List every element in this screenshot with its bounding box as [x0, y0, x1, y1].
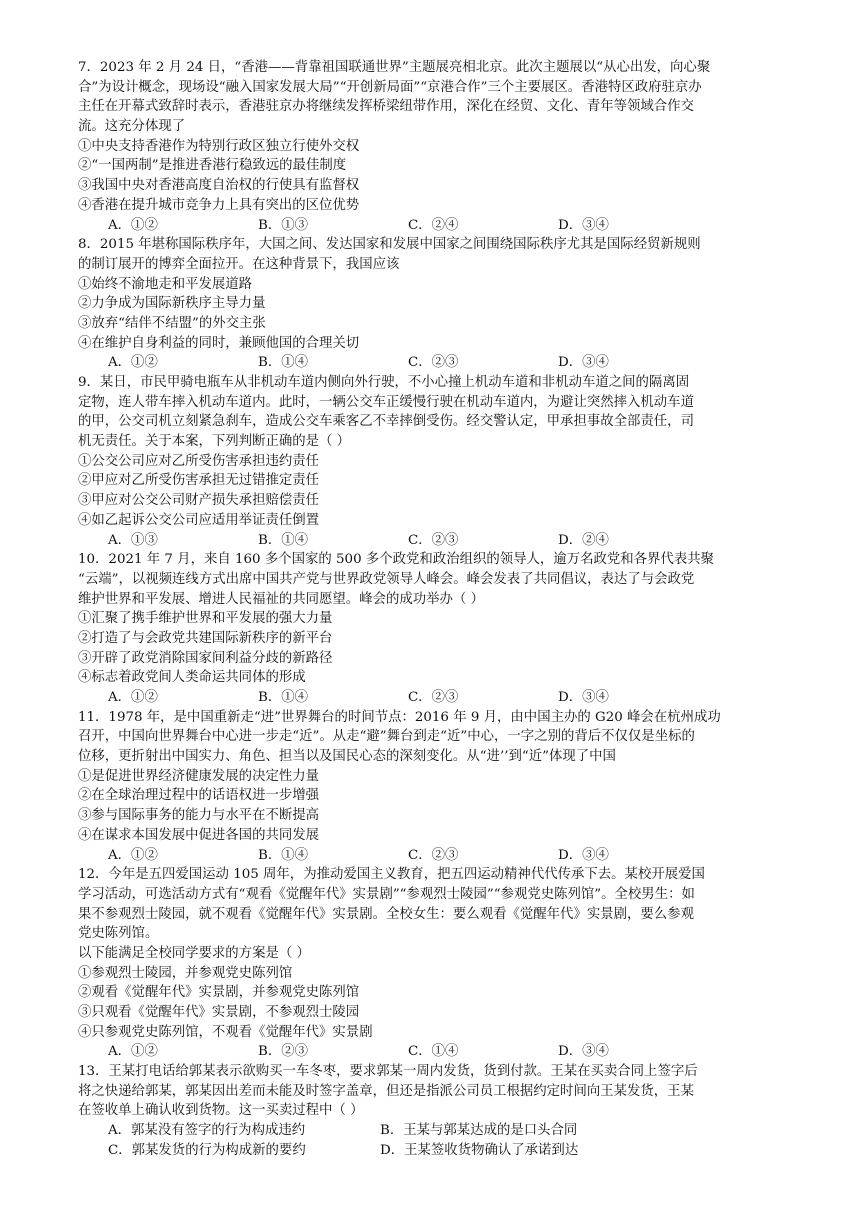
- question-stem-line: 党史陈列馆。: [78, 926, 159, 942]
- answer-options-row: [78, 688, 810, 708]
- question-block: [78, 1062, 810, 1160]
- answer-option: D．③④: [558, 847, 609, 863]
- statement-item: ④在谋求本国发展中促进各国的共同发展: [78, 827, 320, 843]
- statement-item: ③开辟了政党消除国家间利益分歧的新路径: [78, 650, 333, 666]
- question-stem-line: 11．1978 年，是中国重新走“进”世界舞台的时间节点：2016 年 9 月，由中国主办的 G20 峰会在杭州成功: [78, 709, 721, 725]
- statement-item: ①参观烈士陵园，并参观党史陈列馆: [78, 965, 293, 981]
- question-block: [78, 708, 810, 866]
- answer-option: A．①②: [108, 690, 158, 705]
- statement-item: ④标志着政党间人类命运共同体的形成: [78, 670, 306, 686]
- question-stem-line: 召开，中国向世界舞台中心进一步走“近”。从走“避”舞台到走“近”中心，一字之别的背后不仅仅是坐标的: [78, 729, 695, 745]
- statement-item: ④在维护自身利益的同时，兼顾他国的合理关切: [78, 335, 360, 351]
- statement-item: ②观看《觉醒年代》实景剧，并参观党史陈列馆: [78, 985, 360, 1001]
- question-stem-line: 8．2015 年堪称国际秩序年，大国之间、发达国家和发展中国家之间围绕国际秩序尤其是国际经贸新规则: [78, 237, 701, 253]
- question-stem-line: 7．2023 年 2 月 24 日，“香港——背靠祖国联通世界”主题展亮相北京。此次主题展以“从心出发，向心聚: [78, 60, 711, 75]
- question-stem-line: 合”为设计概念，现场设“融入国家发展大局”“开创新局面”“京港合作”三个主要展区。香港特区政府驻京办: [78, 79, 702, 95]
- answer-option: C．②③: [408, 532, 459, 548]
- statement-item: ②力争成为国际新秩序主导力量: [78, 296, 266, 312]
- statement-item: ④香港在提升城市竞争力上具有突出的区位优势: [78, 197, 360, 213]
- statement-item: ③甲应对公交公司财产损失承担赔偿责任: [78, 493, 320, 509]
- statement-item: ②在全球治理过程中的话语权进一步增强: [78, 788, 320, 804]
- question-stem-line: 机无责任。关于本案，下列判断正确的是（ ）: [78, 434, 351, 450]
- question-stem-line: 位移，更折射出中国实力、角色、担当以及国民心态的深刻变化。从“进’’到“近”体现了中国: [78, 749, 616, 765]
- answer-options-row: [78, 531, 810, 551]
- answer-option: A．①②: [108, 217, 158, 233]
- answer-option: B．①④: [258, 690, 309, 705]
- question-stem-line: 的甲，公交司机立刻紧急刹车，造成公交车乘客乙不幸摔倒受伤。经交警认定，甲承担事故全部责任，司: [78, 414, 694, 430]
- answer-option: D．③④: [558, 217, 609, 233]
- answer-option: C．①④: [408, 1044, 459, 1060]
- statement-item: ③我国中央对香港高度自治权的行使具有监督权: [78, 178, 360, 194]
- answer-option: A．①②: [108, 847, 158, 863]
- answer-option: C．郭某发货的行为构成新的要约: [108, 1142, 306, 1158]
- answer-option: B．①④: [258, 847, 309, 863]
- answer-option: C．②③: [408, 847, 459, 863]
- answer-option: B．②③: [258, 1044, 309, 1060]
- answer-option: D．②④: [558, 532, 609, 548]
- question-stem-line: 果不参观烈士陵园，就不观看《觉醒年代》实景剧。全校女生：要么观看《觉醒年代》实景剧，要么参观: [78, 906, 694, 922]
- question-stem-line: 流。这充分体现了: [78, 119, 186, 135]
- question-stem-line: 10．2021 年 7 月，来自 160 多个国家的 500 多个政党和政治组织的领导人，逾万名政党和各界代表共聚: [78, 552, 714, 568]
- answer-option: C．②④: [408, 217, 459, 233]
- answer-options-row: [78, 1141, 810, 1161]
- answer-option: B．①③: [258, 217, 309, 233]
- answer-options-row: [78, 1042, 810, 1062]
- statement-item: ③参与国际事务的能力与水平在不断提高: [78, 808, 320, 824]
- question-stem-line: 的制订展开的博弈全面拉开。在这种背景下，我国应该: [78, 256, 400, 272]
- answer-option: C．②③: [408, 690, 459, 705]
- question-stem-line: “云端”，以视频连线方式出席中国共产党与世界政党领导人峰会。峰会发表了共同倡议，表达了与会政党: [78, 571, 695, 587]
- answer-option: B．王某与郭某达成的是口头合同: [380, 1123, 578, 1139]
- question-stem-line: 以下能满足全校同学要求的方案是（ ）: [78, 945, 310, 961]
- answer-option: D．王某签收货物确认了承诺到达: [380, 1142, 579, 1158]
- question-stem-line: 在签收单上确认收到货物。这一买卖过程中（ ）: [78, 1103, 364, 1119]
- statement-item: ①公交公司应对乙所受伤害承担违约责任: [78, 453, 320, 469]
- question-block: [78, 58, 810, 235]
- statement-item: ①始终不渝地走和平发展道路: [78, 276, 253, 292]
- question-block: [78, 550, 810, 708]
- question-stem-line: 学习活动，可选活动方式有“观看《觉醒年代》实景剧”“参观烈士陵园”“参观党史陈列馆”。全校男生：如: [78, 886, 695, 902]
- question-stem-line: 12．今年是五四爱国运动 105 周年，为推动爱国主义教育，把五四运动精神代代传承下去。某校开展爱国: [78, 867, 705, 883]
- answer-option: A．①②: [108, 355, 158, 371]
- question-stem-line: 9．某日，市民甲骑电瓶车从非机动车道内侧向外行驶，不小心撞上机动车道和非机动车道之间的隔离固: [78, 375, 690, 390]
- answer-option: D．③④: [558, 355, 609, 371]
- statement-item: ②甲应对乙所受伤害承担无过错推定责任: [78, 473, 320, 489]
- question-stem-line: 维护世界和平发展、增进人民福祉的共同愿望。峰会的成功举办（ ）: [78, 591, 484, 607]
- statement-item: ①是促进世界经济健康发展的决定性力量: [78, 768, 320, 784]
- statement-item: ④如乙起诉公交公司应适用举证责任倒置: [78, 512, 320, 528]
- answer-option: B．①④: [258, 355, 309, 371]
- question-block: [78, 373, 810, 550]
- statement-item: ③放弃“结伴不结盟”的外交主张: [78, 315, 266, 331]
- question-stem-line: 将之快递给郭某，郭某因出差而未能及时签字盖章，但还是指派公司员工根据约定时间向王某发货，王某: [78, 1083, 694, 1099]
- answer-option: C．②③: [408, 355, 459, 371]
- question-stem-line: 主任在开幕式致辞时表示，香港驻京办将继续发挥桥梁纽带作用，深化在经贸、文化、青年等领域合作交: [78, 99, 694, 115]
- answer-options-row: [78, 846, 810, 866]
- answer-option: A．①②: [108, 1044, 158, 1060]
- statement-item: ②打造了与会政党共建国际新秩序的新平台: [78, 630, 333, 646]
- answer-option: D．③④: [558, 690, 609, 705]
- answer-options-row: [78, 216, 810, 236]
- statement-item: ③只观看《觉醒年代》实景剧，不参观烈士陵园: [78, 1005, 360, 1020]
- answer-option: A．①③: [108, 532, 158, 548]
- answer-options-row: [78, 353, 810, 373]
- question-stem-line: 13．王某打电话给郭某表示欲购买一车冬枣，要求郭某一周内发货，货到付款。王某在买卖合同上签字后: [78, 1064, 698, 1080]
- question-block: [78, 865, 810, 1062]
- question-block: [78, 235, 810, 373]
- answer-options-row: [78, 1121, 810, 1141]
- question-stem-line: 定物，连人带车摔入机动车道内。此时，一辆公交车正缓慢行驶在机动车道内，为避让突然摔入机动车道: [78, 394, 694, 410]
- statement-item: ①中央支持香港作为特别行政区独立行使外交权: [78, 138, 360, 154]
- answer-option: A．郭某没有签字的行为构成违约: [108, 1123, 306, 1139]
- statement-item: ④只参观党史陈列馆，不观看《觉醒年代》实景剧: [78, 1024, 373, 1040]
- statement-item: ②“一国两制”是推进香港行稳致远的最佳制度: [78, 158, 347, 174]
- answer-option: B．①④: [258, 532, 309, 548]
- answer-option: D．③④: [558, 1044, 609, 1060]
- statement-item: ①汇聚了携手维护世界和平发展的强大力量: [78, 611, 333, 627]
